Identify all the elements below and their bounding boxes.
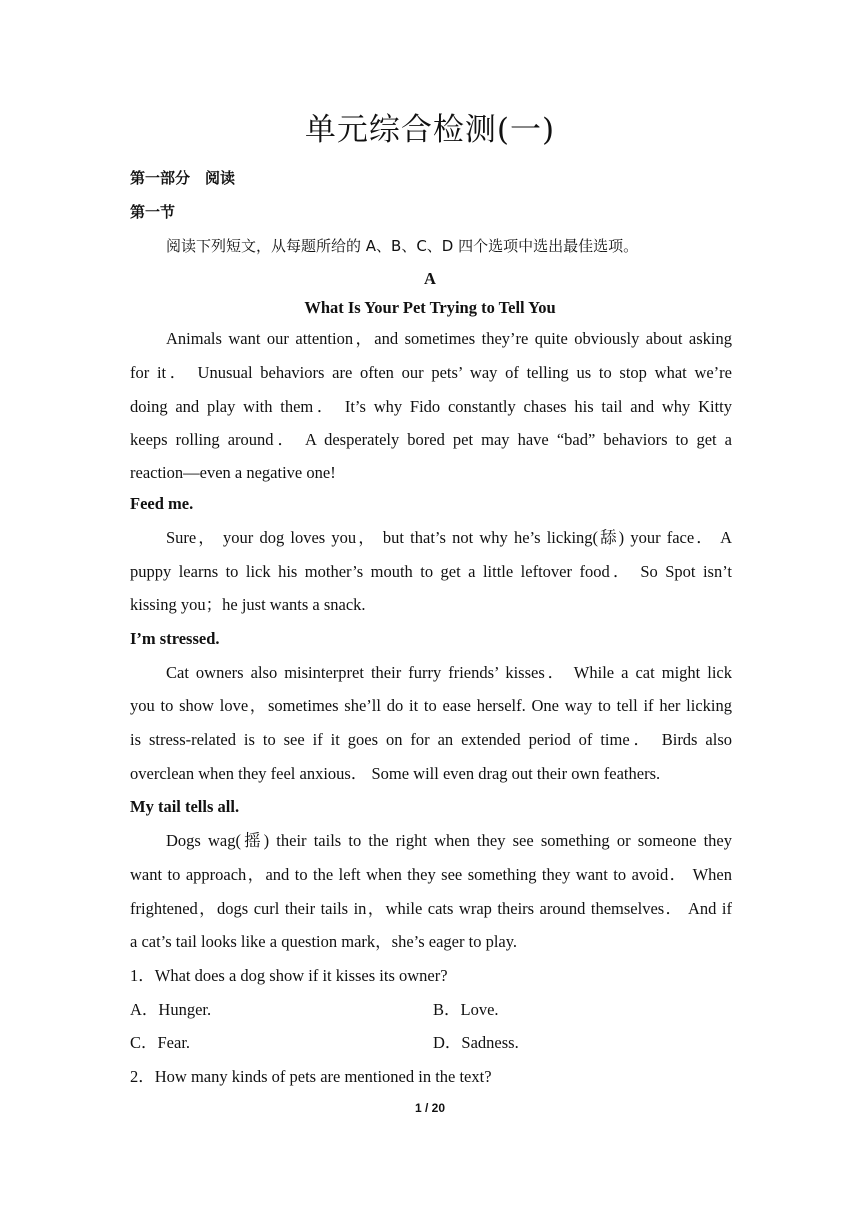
passage-title: What Is Your Pet Trying to Tell You — [304, 298, 556, 317]
page-title: 单元综合检测(一) — [304, 112, 556, 148]
answer-option-c[interactable]: C．Fear. — [130, 1033, 191, 1052]
paragraph-line: keeps rolling around． A desperately bored pet may have “bad” behaviors to get a — [130, 430, 732, 449]
section-heading: 第一节 — [130, 203, 176, 221]
section-subheading: I’m stressed. — [130, 629, 220, 648]
section-subheading: Feed me. — [130, 494, 194, 513]
paragraph-line: reaction—even a negative one! — [130, 463, 336, 482]
paragraph-line: doing and play with them． It’s why Fido constantly chases his tail and why Kitty — [130, 397, 732, 416]
answer-option-d[interactable]: D．Sadness. — [433, 1033, 519, 1052]
paragraph-line: kissing you；he just wants a snack. — [130, 595, 366, 614]
paragraph-line: Dogs wag(摇) their tails to the right when they see something or someone they — [166, 831, 732, 850]
answer-option-b[interactable]: B．Love. — [433, 1000, 499, 1019]
question-stem: 2．How many kinds of pets are mentioned in the text? — [130, 1067, 492, 1086]
paragraph-line: Cat owners also misinterpret their furry friends’ kisses． While a cat might lick — [166, 663, 732, 682]
paragraph-line: a cat’s tail looks like a question mark，she’s eager to play. — [130, 932, 518, 951]
section-subheading: My tail tells all. — [130, 797, 240, 816]
paragraph-line: Sure， your dog loves you， but that’s not why he’s licking(舔) your face． A — [166, 528, 732, 547]
paragraph-line: you to show love，sometimes she’ll do it to ease herself. One way to tell if her licking — [130, 696, 732, 715]
question-stem: 1．What does a dog show if it kisses its owner? — [130, 966, 448, 985]
page-number: 1 / 20 — [414, 1101, 446, 1115]
paragraph-line: want to approach，and to the left when they see something they want to avoid． When — [130, 865, 732, 884]
paragraph-line: is stress-related is to see if it goes on for an extended period of time． Birds also — [130, 730, 732, 749]
paragraph-line: Animals want our attention，and sometimes they’re quite obviously about asking — [166, 329, 732, 348]
passage-letter: A — [424, 269, 436, 288]
paragraph-line: overclean when they feel anxious． Some will even drag out their own feathers. — [130, 764, 661, 783]
paragraph-line: puppy learns to lick his mother’s mouth to get a little leftover food． So Spot isn’t — [130, 562, 732, 581]
answer-option-a[interactable]: A．Hunger. — [130, 1000, 212, 1019]
part-heading: 第一部分 阅读 — [130, 169, 236, 187]
paragraph-line: for it． Unusual behaviors are often our pets’ way of telling us to stop what we’re — [130, 363, 732, 382]
instructions: 阅读下列短文，从每题所给的 A、B、C、D 四个选项中选出最佳选项。 — [166, 237, 639, 255]
paragraph-line: frightened，dogs curl their tails in，while cats wrap theirs around themselves． And if — [130, 899, 732, 918]
